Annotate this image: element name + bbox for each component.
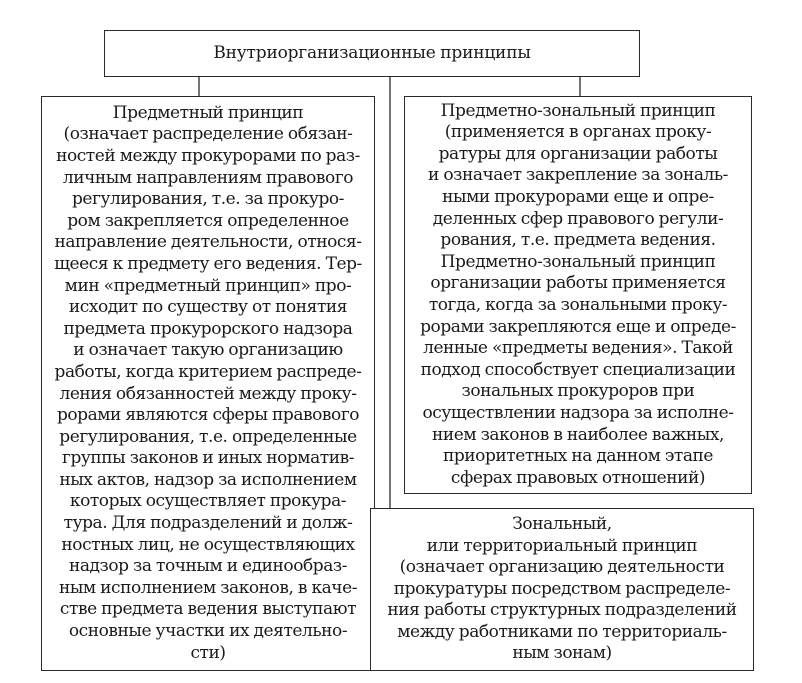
- zonal-principle-text: Зональный, или территориальный принцип (означает организацию деятельности прокуратуры посредством распределе- ния работы структурных подразделений между работниками по территориаль- ным зонам): [387, 513, 737, 664]
- top-principles-box: [104, 30, 640, 77]
- top-box-title: Внутриорганизационные принципы: [213, 42, 531, 63]
- subject-zonal-principle-box: [404, 96, 752, 494]
- subject-principle-box: [41, 96, 375, 671]
- zonal-principle-box: [370, 508, 754, 671]
- subject-principle-text: Предметный принцип (означает распределение обязан- ностей между прокурорами по раз- личным направлениям правового регулирования, т.е. за прокуро- ром закрепляется определенное направление деятельности, относя- щееся к предмету его ведения. Тер- мин «предметный принцип» про- исходит по существу от понятия предмета прокурорского надзора и означает такую организацию работы, когда критерием распреде- ления обязанностей между проку- рорами являются сферы правового регулирования, т.е. определенные группы законов и иных норматив- ных актов, надзор за исполнением которых осуществляет прокура- тура. Для подразделений и долж- ностных лиц, не осуществляющих надзор за точным и единообраз- ным исполнением законов, в каче- стве предмета ведения выступают основные участки их деятельно- сти): [54, 102, 362, 663]
- subject-zonal-principle-text: Предметно-зональный принцип (применяется в органах проку- ратуры для организации работы и означает закрепление за зональ- ными прокурорами еще и опре- деленных сфер правового регули- рования, т.е. предмета ведения. Предметно-зональный принцип организации работы применяется тогда, когда за зональными проку- рорами закрепляются еще и опреде- ленные «предметы ведения». Такой подход способствует специализации зональных прокуроров при осуществлении надзора за исполне- нием законов в наиболее важных, приоритетных на данном этапе сферах правовых отношений): [420, 100, 736, 488]
